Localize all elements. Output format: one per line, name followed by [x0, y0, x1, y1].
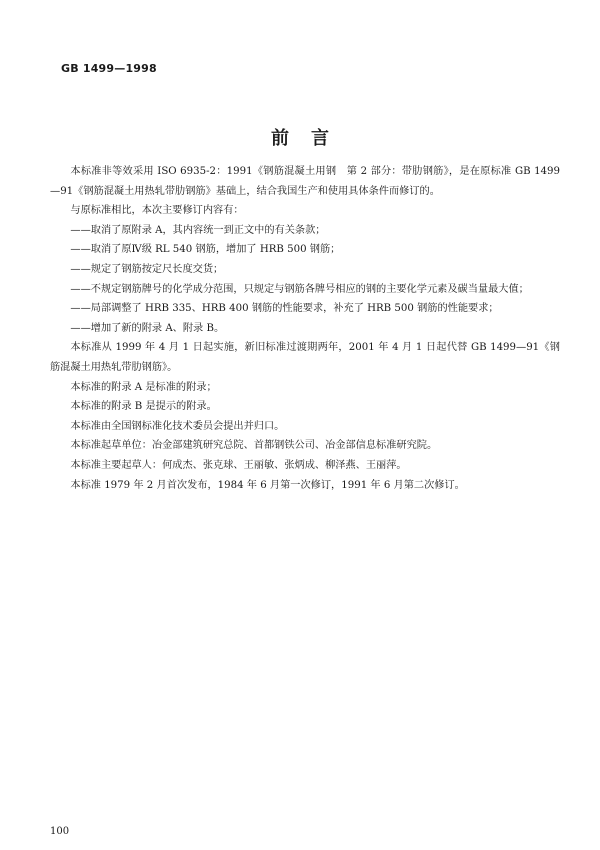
paragraph-proposer: 本标准由全国钢标准化技术委员会提出并归口。: [70, 420, 285, 432]
list-item-revision: ——不规定钢筋牌号的化学成分范围，只规定与钢筋各牌号相应的钢的主要化学元素及碳当量最大值；: [70, 283, 529, 295]
page-number: 100: [50, 826, 70, 837]
list-item-revision: ——增加了新的附录 A、附录 B。: [70, 322, 225, 334]
list-item-revision: ——局部调整了 HRB 335、HRB 400 钢筋的性能要求，补充了 HRB 500 钢筋的性能要求；: [70, 303, 499, 315]
paragraph-appendix-b: 本标准的附录 B 是提示的附录。: [70, 401, 217, 413]
paragraph-drafters: 本标准主要起草人：何成杰、张克球、王丽敏、张炳成、柳泽燕、王丽萍。: [70, 459, 407, 471]
paragraph-revisions-intro: 与原标准相比，本次主要修订内容有：: [70, 205, 244, 217]
list-item-revision: ——规定了钢筋按定尺长度交货；: [70, 263, 224, 275]
paragraph-effective-date: 本标准从 1999 年 4 月 1 日起实施，新旧标准过渡期两年，2001 年 4 月 1 日起代替 GB 1499—91《钢筋混凝土用热轧带肋钢筋》。: [50, 342, 560, 373]
paragraph-history: 本标准 1979 年 2 月首次发布，1984 年 6 月第一次修订，1991 年 6 月第二次修订。: [70, 479, 465, 491]
standard-code: GB 1499—1998: [61, 62, 157, 75]
list-item-revision: ——取消了原Ⅳ级 RL 540 钢筋，增加了 HRB 500 钢筋；: [70, 244, 341, 256]
paragraph-adoption: 本标准非等效采用 ISO 6935-2：1991《钢筋混凝土用钢 第 2 部分：带肋钢筋》，是在原标准 GB 1499—91《钢筋混凝土用热轧带肋钢筋》基础上，结合我国生产和使用具体条件而修订的。: [50, 166, 560, 197]
paragraph-appendix-a: 本标准的附录 A 是标准的附录；: [70, 381, 217, 393]
foreword-body: [50, 162, 560, 495]
paragraph-drafting-units: 本标准起草单位：冶金部建筑研究总院、首都钢铁公司、冶金部信息标准研究院。: [70, 440, 438, 452]
list-item-revision: ——取消了原附录 A，其内容统一到正文中的有关条款；: [70, 224, 326, 236]
page-title: 前言: [271, 128, 351, 149]
